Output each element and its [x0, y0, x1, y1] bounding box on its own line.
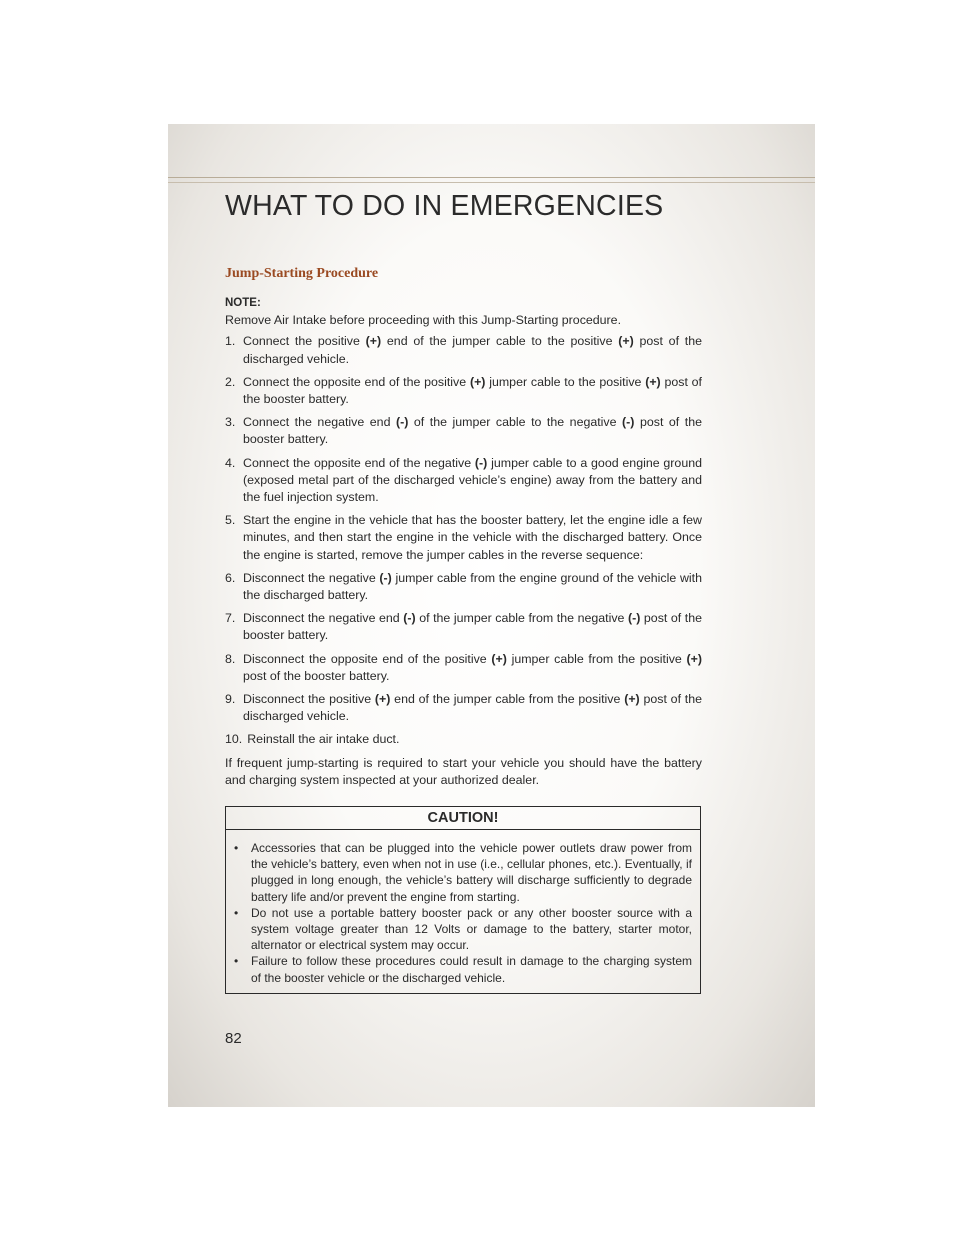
step-number: 4.: [225, 455, 236, 470]
step-item: 6. Disconnect the negative (-) jumper cable from the engine ground of the vehicle with the discharged battery.: [225, 570, 702, 603]
step-item: 8. Disconnect the opposite end of the positive (+) jumper cable from the positive (+) post of the booster battery.: [225, 651, 702, 683]
bullet-icon: •: [234, 905, 239, 920]
step-number: 7.: [225, 611, 236, 626]
caution-item: • Failure to follow these procedures could result in damage to the charging system of the booster vehicle or the discharged vehicle.: [234, 954, 692, 985]
caution-item: • Accessories that can be plugged into the vehicle power outlets draw power from the vehicle’s battery, even when not in use (i.e., cellular phones, etc.). Eventually, if plugged in long enough, the vehicle’s battery will discharge sufficiently to degrade battery life and/or prevent the engine from starting.: [234, 841, 692, 904]
bullet-icon: •: [234, 954, 239, 969]
header-rule-secondary: [168, 182, 815, 183]
step-number: 3.: [225, 415, 236, 430]
step-item: 10. Reinstall the air intake duct.: [225, 732, 400, 747]
procedure-body: [225, 295, 702, 789]
step-item: 5. Start the engine in the vehicle that has the booster battery, let the engine idle a few minutes, and then start the engine in the vehicle with the discharged battery. Once the engine is started, remove the jumper cables in the reverse sequence:: [225, 513, 702, 562]
section-title: Jump-Starting Procedure: [225, 266, 379, 281]
header-rule: [168, 177, 815, 178]
page-number: 82: [225, 1030, 242, 1047]
caution-title: CAUTION!: [226, 807, 700, 830]
step-item: 4. Connect the opposite end of the negative (-) jumper cable to a good engine ground (exposed metal part of the discharged vehicle’s engine) away from the battery and the fuel injection system.: [225, 455, 702, 505]
manual-page: [168, 124, 815, 1107]
steps-list: [225, 333, 702, 748]
step-number: 8.: [225, 651, 236, 666]
caution-item: • Do not use a portable battery booster pack or any other booster source with a system voltage greater than 12 Volts or damage to the battery, starter motor, alternator or electrical system may occur.: [234, 905, 692, 953]
caution-box: [225, 806, 701, 994]
closing-paragraph: If frequent jump-starting is required to start your vehicle you should have the battery and charging system inspected at your authorized dealer.: [225, 755, 702, 787]
note-label: NOTE:: [225, 297, 261, 309]
step-number: 2.: [225, 374, 236, 389]
bullet-icon: •: [234, 841, 239, 855]
step-number: 6.: [225, 570, 236, 585]
step-item: 1. Connect the positive (+) end of the jumper cable to the positive (+) post of the discharged vehicle.: [225, 334, 702, 366]
chapter-title: WHAT TO DO IN EMERGENCIES: [225, 190, 664, 222]
step-number: 10.: [225, 732, 243, 747]
step-number: 9.: [225, 692, 236, 707]
caution-list: [232, 840, 692, 986]
step-number: 5.: [225, 513, 236, 528]
step-item: 2. Connect the opposite end of the positive (+) jumper cable to the positive (+) post of the booster battery.: [225, 374, 703, 407]
step-item: 7. Disconnect the negative end (-) of the jumper cable from the negative (-) post of the booster battery.: [225, 611, 702, 643]
step-item: 3. Connect the negative end (-) of the jumper cable to the negative (-) post of the booster battery.: [225, 415, 702, 447]
step-item: 9. Disconnect the positive (+) end of the jumper cable from the positive (+) post of the discharged vehicle.: [225, 692, 703, 724]
step-number: 1.: [225, 334, 236, 349]
note-text: Remove Air Intake before proceeding with this Jump-Starting procedure.: [225, 313, 622, 328]
